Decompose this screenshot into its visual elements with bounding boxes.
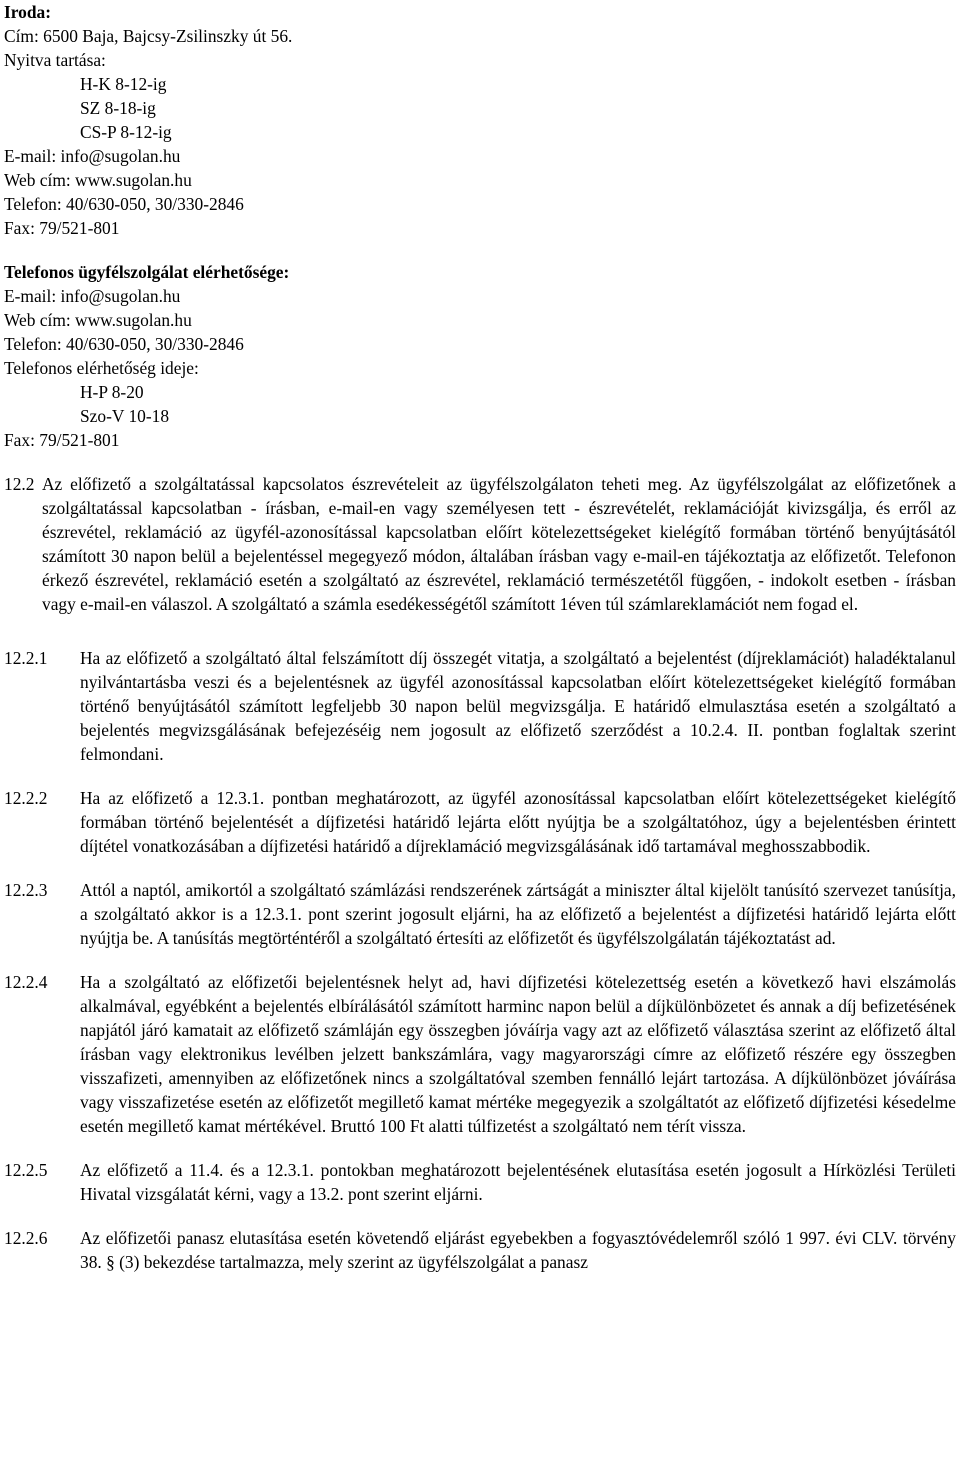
phone-service-email: E-mail: info@sugolan.hu bbox=[4, 286, 181, 306]
section-number: 12.2.2 bbox=[4, 788, 48, 808]
office-hours-label: Nyitva tartása: bbox=[4, 50, 106, 70]
office-hours-line: SZ 8-18-ig bbox=[80, 98, 156, 118]
section-12-2-4 bbox=[4, 970, 956, 1138]
section-text: Ha az előfizető a szolgáltató által felszámított díj összegét vitatja, a szolgáltató a bejelentést (díjreklamációt) haladéktalanul nyilvántartásba veszi és a bejelentésnek az ügyfél azonosítással kapcsolatban előírt kötelezettségeket kielégítő formában történő benyújtásától számított legfeljebb 30 napon belül megvizsgálja. E határidő elmulasztása esetén a szolgáltató a bejelentés megvizsgálásának befejezéséig nem jogosult az előfizető szerződést a 10.2.4. II. pontban foglaltak szerint felmondani. bbox=[80, 648, 956, 764]
section-12-2-5 bbox=[4, 1158, 956, 1206]
section-text: Attól a naptól, amikortól a szolgáltató számlázási rendszerének zártságát a miniszter által kijelölt tanúsító szervezet tanúsítja, a szolgáltató akkor is a 12.3.1. pont szerint jogosult eljárni, ha az előfizető a bejelentést a díjfizetési határidő lejárta előtt nyújtja be. A tanúsítás megtörténtéről a szolgáltató értesíti az előfizetőt és ügyfélszolgálatán tájékoztatást ad. bbox=[80, 880, 956, 948]
office-email: E-mail: info@sugolan.hu bbox=[4, 146, 181, 166]
phone-service-web: Web cím: www.sugolan.hu bbox=[4, 310, 192, 330]
phone-service-availability-line: Szo-V 10-18 bbox=[80, 406, 170, 426]
section-text: Az előfizetői panasz elutasítása esetén követendő eljárást egyebekben a fogyasztóvédelemről szóló 1 997. évi CLV. törvény 38. § (3) bekezdése tartalmazza, mely szerint az ügyfélszolgálat a panasz bbox=[80, 1228, 956, 1272]
section-number: 12.2.4 bbox=[4, 972, 48, 992]
section-number: 12.2 bbox=[4, 474, 35, 494]
phone-service-fax: Fax: 79/521-801 bbox=[4, 430, 120, 450]
office-fax: Fax: 79/521-801 bbox=[4, 218, 120, 238]
phone-service-section bbox=[4, 260, 956, 452]
section-12-2-2 bbox=[4, 786, 956, 858]
section-12-2-1 bbox=[4, 646, 956, 766]
section-number: 12.2.6 bbox=[4, 1228, 48, 1248]
office-web: Web cím: www.sugolan.hu bbox=[4, 170, 192, 190]
section-text: Az előfizető a 11.4. és a 12.3.1. pontokban meghatározott bejelentésének elutasítása esetén jogosult a Hírközlési Területi Hivatal vizsgálatát kérni, vagy a 13.2. pont szerint eljárni. bbox=[80, 1160, 956, 1204]
office-phone: Telefon: 40/630-050, 30/330-2846 bbox=[4, 194, 244, 214]
office-hours-line: CS-P 8-12-ig bbox=[80, 122, 172, 142]
office-heading: Iroda: bbox=[4, 2, 52, 22]
phone-service-heading: Telefonos ügyfélszolgálat elérhetősége: bbox=[4, 262, 290, 282]
office-address: Cím: 6500 Baja, Bajcsy-Zsilinszky út 56. bbox=[4, 26, 293, 46]
section-text: Az előfizető a szolgáltatással kapcsolatos észrevételeit az ügyfélszolgálaton teheti meg. Az ügyfélszolgálat az előfizetőnek a szolgáltatással kapcsolatban - írásban, e-mail-en vagy személyesen tett - észrevételét, reklamációját kivizsgálja, és erről az észrevétel, reklamáció az ügyfél-azonosítással kapcsolatban előírt kötelezettségeket kielégítő formában történő benyújtásától számított 30 napon belül a bejelentéssel megegyező módon, általában írásban vagy e-mail-en tájékoztatja az előfizetőt. Telefonon érkező észrevétel, reklamáció esetén a szolgáltató az észrevétel, reklamáció természetétől függően, - indokolt esetben - írásban vagy e-mail-en válaszol. A szolgáltató a számla esedékességétől számított 1éven túl számlareklamációt nem fogad el. bbox=[42, 474, 956, 614]
section-text: Ha a szolgáltató az előfizetői bejelentésnek helyt ad, havi díjfizetési kötelezettség esetén a következő havi elszámolás alkalmával, egyébként a bejelentés elbírálásától számított harminc napon belül a díjkülönbözetet és annak a díj befizetésének napjától járó kamatait az előfizető számláján egy összegben jóváírja vagy azt az előfizető választása szerint az előfizető által írásban vagy elektronikus levélben jelzett bankszámlára, vagy magyarországi címre az előfizető részére egy összegben visszafizeti, amennyiben az előfizetőnek nincs a szolgáltatóval szemben fennálló lejárt tartozása. A díjkülönbözet jóváírása vagy visszafizetése esetén az előfizetőt megillető kamat mértéke megegyezik a szolgáltatót az előfizető díjfizetési késedelme esetén megillető kamat mértékével. Bruttó 100 Ft alatti túlfizetést a szolgáltató nem térít vissza. bbox=[80, 972, 956, 1136]
office-hours-line: H-K 8-12-ig bbox=[80, 74, 167, 94]
phone-service-availability-line: H-P 8-20 bbox=[80, 382, 144, 402]
office-section bbox=[4, 0, 956, 240]
section-number: 12.2.3 bbox=[4, 880, 48, 900]
section-12-2-6 bbox=[4, 1226, 956, 1274]
section-text: Ha az előfizető a 12.3.1. pontban meghatározott, az ügyfél azonosítással kapcsolatban előírt kötelezettségeket kielégítő formában történő bejelentését a díjfizetési határidő lejárta előtt nyújtja be a szolgáltatóhoz, úgy a bejelentésben érintett díjtétel vonatkozásában a díjfizetési határidő a díjreklamáció megvizsgálásának idő tartamával meghosszabbodik. bbox=[80, 788, 956, 856]
section-number: 12.2.1 bbox=[4, 648, 48, 668]
section-12-2 bbox=[4, 472, 956, 616]
phone-service-availability-label: Telefonos elérhetőség ideje: bbox=[4, 358, 199, 378]
phone-service-phone: Telefon: 40/630-050, 30/330-2846 bbox=[4, 334, 244, 354]
section-number: 12.2.5 bbox=[4, 1160, 48, 1180]
section-12-2-3 bbox=[4, 878, 956, 950]
document-page bbox=[4, 0, 956, 1274]
